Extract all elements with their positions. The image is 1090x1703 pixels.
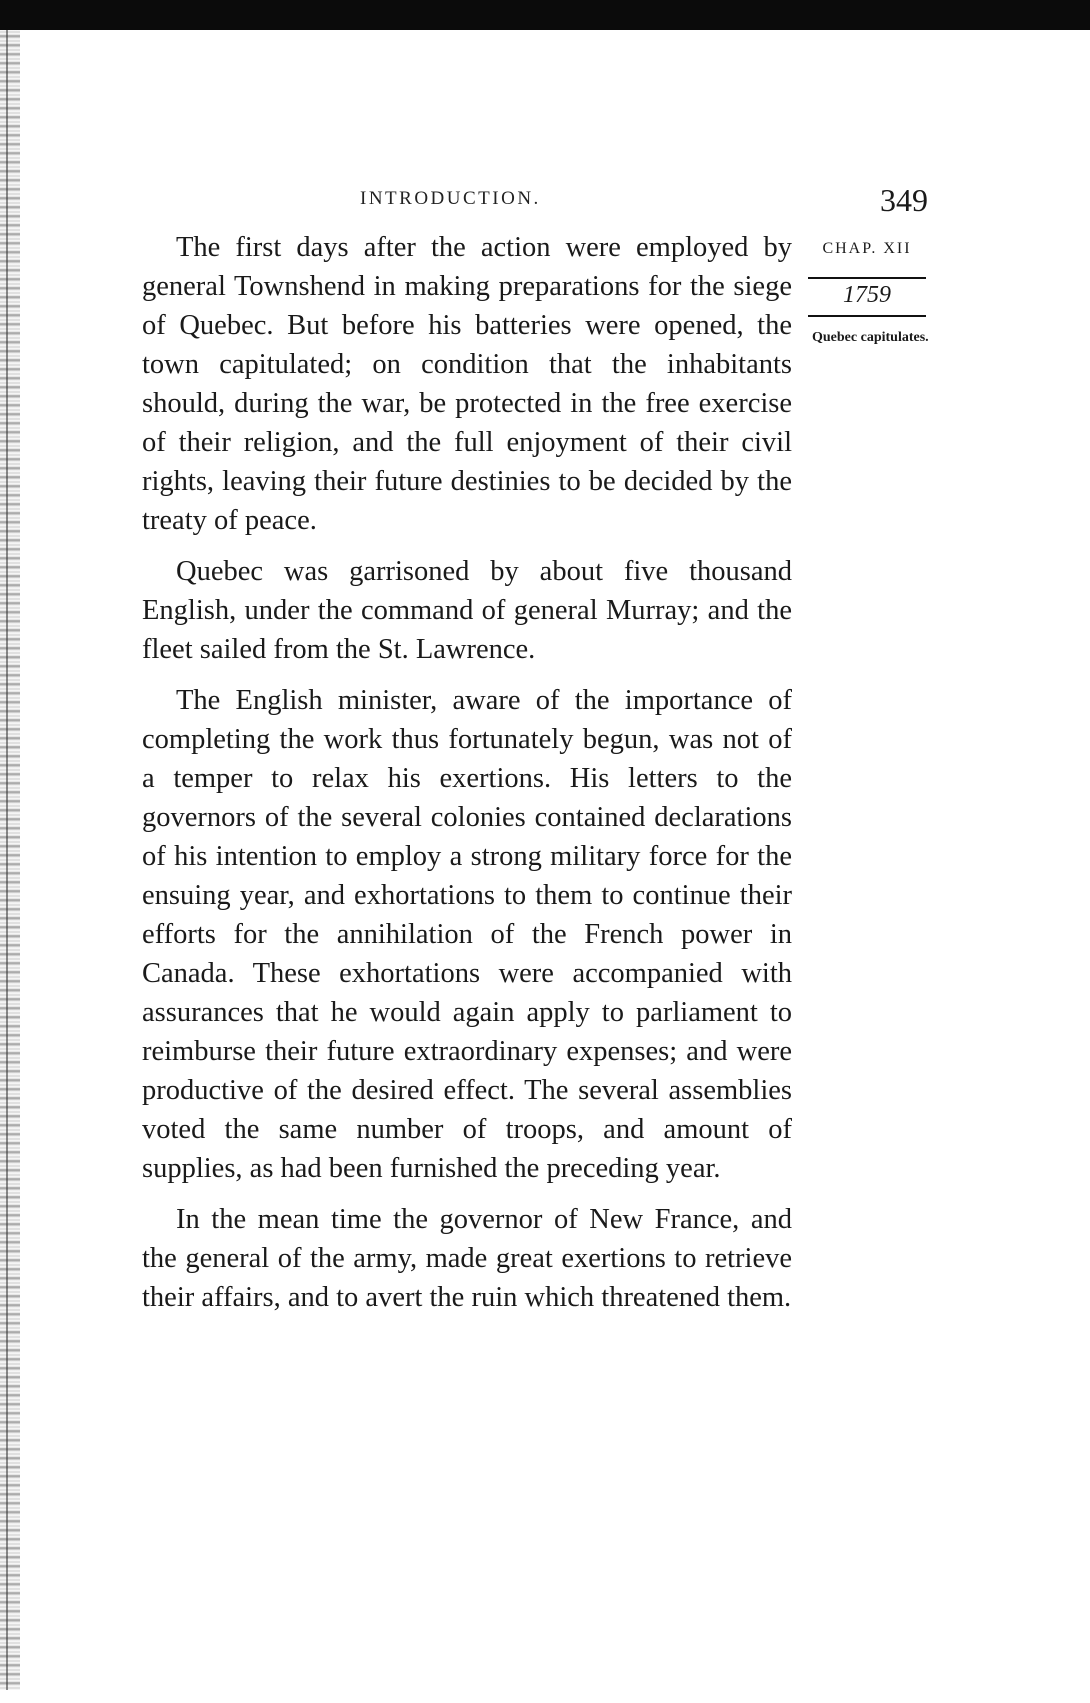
margin-year: 1759 bbox=[843, 282, 891, 308]
paragraph: The English minister, aware of the importance of completing the work thus fortunately begun, was not of a temper to relax his exertions. His letters to the governors of the several colonies contained declarations of his intention to employ a strong military force for the ensuing year, and exhortations to them to continue their efforts for the annihilation of the French power in Canada. These exhortations were accompanied with assurances that he would again apply to parliament to reimburse their future extraordinary expenses; and were productive of the desired effect. The several assemblies voted the same number of troops, and amount of supplies, as had been furnished the preceding year. bbox=[142, 685, 792, 1184]
margin-sidenote: Quebec capitulates. bbox=[812, 330, 929, 345]
scan-binding-edge bbox=[0, 30, 20, 1690]
margin-rule-top bbox=[808, 277, 926, 279]
binding-shadow bbox=[6, 30, 8, 1690]
body-text bbox=[142, 228, 792, 1329]
page-number: 349 bbox=[880, 182, 928, 218]
paragraph: Quebec was garrisoned by about five thousand English, under the command of general Murray; and the fleet sailed from the St. Lawrence. bbox=[142, 556, 792, 665]
margin-chapter: CHAP. XII bbox=[822, 240, 912, 257]
paragraph: In the mean time the governor of New France, and the general of the army, made great exertions to retrieve their affairs, and to avert the ruin which threatened them. bbox=[142, 1204, 792, 1313]
paragraph: The first days after the action were employed by general Townshend in making preparations for the siege of Quebec. But before his batteries were opened, the town capitulated; on condition that the inhabitants should, during the war, be protected in the free exercise of their religion, and the full enjoyment of their civil rights, leaving their future destinies to be decided by the treaty of peace. bbox=[142, 232, 792, 536]
running-head: INTRODUCTION. bbox=[360, 188, 541, 209]
scan-top-border bbox=[0, 0, 1090, 30]
margin-rule-bottom bbox=[808, 315, 926, 317]
